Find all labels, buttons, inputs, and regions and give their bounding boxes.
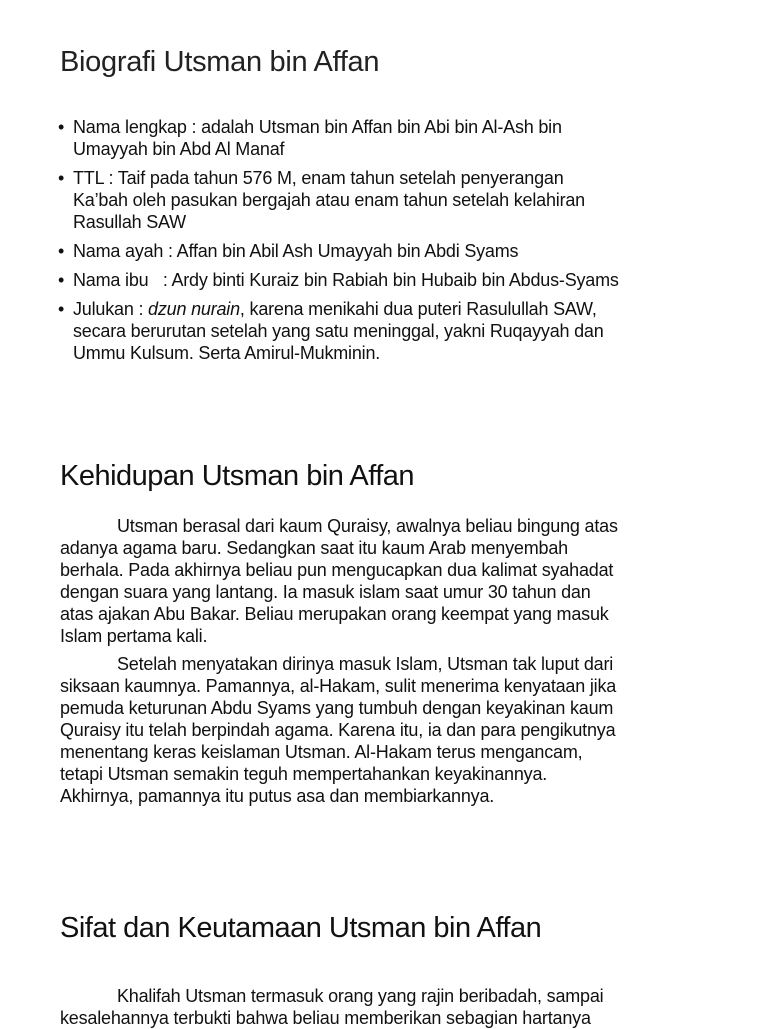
section-heading-life: Kehidupan Utsman bin Affan <box>60 460 415 492</box>
text-line: Ummu Kulsum. Serta Amirul-Mukminin. <box>73 343 381 363</box>
text-line: Khalifah Utsman termasuk orang yang rajin beribadah, sampai <box>117 986 604 1006</box>
text-line: • Nama lengkap : adalah Utsman bin Affan bin Abi bin Al-Ash bin <box>73 117 562 137</box>
paragraph <box>60 985 760 1029</box>
nickname-label: Julukan : <box>73 299 149 319</box>
text-line: atas ajakan Abu Bakar. Beliau merupakan orang keempat yang masuk <box>60 604 609 624</box>
section-heading-traits: Sifat dan Keutamaan Utsman bin Affan <box>60 912 542 944</box>
text-line: Akhirnya, pamannya itu putus asa dan membiarkannya. <box>60 786 495 806</box>
biography-list <box>58 116 758 371</box>
text-line: • Nama ibu : Ardy binti Kuraiz bin Rabiah bin Hubaib bin Abdus-Syams <box>73 270 619 290</box>
text-line <box>73 298 758 320</box>
text-line: Islam pertama kali. <box>60 626 208 646</box>
text-line: adanya agama baru. Sedangkan saat itu kaum Arab menyembah <box>60 538 568 558</box>
text-line: dengan suara yang lantang. Ia masuk islam saat umur 30 tahun dan <box>60 582 591 602</box>
text-line: siksaan kaumnya. Pamannya, al-Hakam, sulit menerima kenyataan jika <box>60 676 617 696</box>
list-item-full-name <box>58 116 758 160</box>
text-line: Ka’bah oleh pasukan bergajah atau enam tahun setelah kelahiran <box>73 190 585 210</box>
list-item-father <box>58 240 758 262</box>
text-line: pemuda keturunan Abdu Syams yang tumbuh dengan keyakinan kaum <box>60 698 614 718</box>
list-item-birth <box>58 167 758 233</box>
text-line: berhala. Pada akhirnya beliau pun mengucapkan dua kalimat syahadat <box>60 560 614 580</box>
nickname-italic: dzun nurain <box>148 299 240 319</box>
paragraph <box>60 515 760 647</box>
text-line: Umayyah bin Abd Al Manaf <box>73 139 285 159</box>
text-line: tetapi Utsman semakin teguh mempertahankan keyakinannya. <box>60 764 548 784</box>
text-line: Rasullah SAW <box>73 212 186 232</box>
text-line: menentang keras keislaman Utsman. Al-Hakam terus mengancam, <box>60 742 583 762</box>
text-line: Utsman berasal dari kaum Quraisy, awalnya beliau bingung atas <box>117 516 618 536</box>
list-item-mother <box>58 269 758 291</box>
text-line: kesalehannya terbukti bahwa beliau memberikan sebagian hartanya <box>60 1008 591 1028</box>
text-line: Setelah menyatakan dirinya masuk Islam, Utsman tak luput dari <box>117 654 614 674</box>
text-line: • Nama ayah : Affan bin Abil Ash Umayyah bin Abdi Syams <box>73 241 519 261</box>
text-line: Quraisy itu telah berpindah agama. Karena itu, ia dan para pengikutnya <box>60 720 616 740</box>
paragraph <box>60 653 760 807</box>
nickname-text: , karena menikahi dua puteri Rasulullah SAW, <box>239 299 597 319</box>
text-line: secara berurutan setelah yang satu meninggal, yakni Ruqayyah dan <box>73 321 604 341</box>
page-title: Biografi Utsman bin Affan <box>60 46 380 78</box>
list-item-nickname <box>58 298 758 364</box>
text-line: • TTL : Taif pada tahun 576 M, enam tahun setelah penyerangan <box>73 168 564 188</box>
